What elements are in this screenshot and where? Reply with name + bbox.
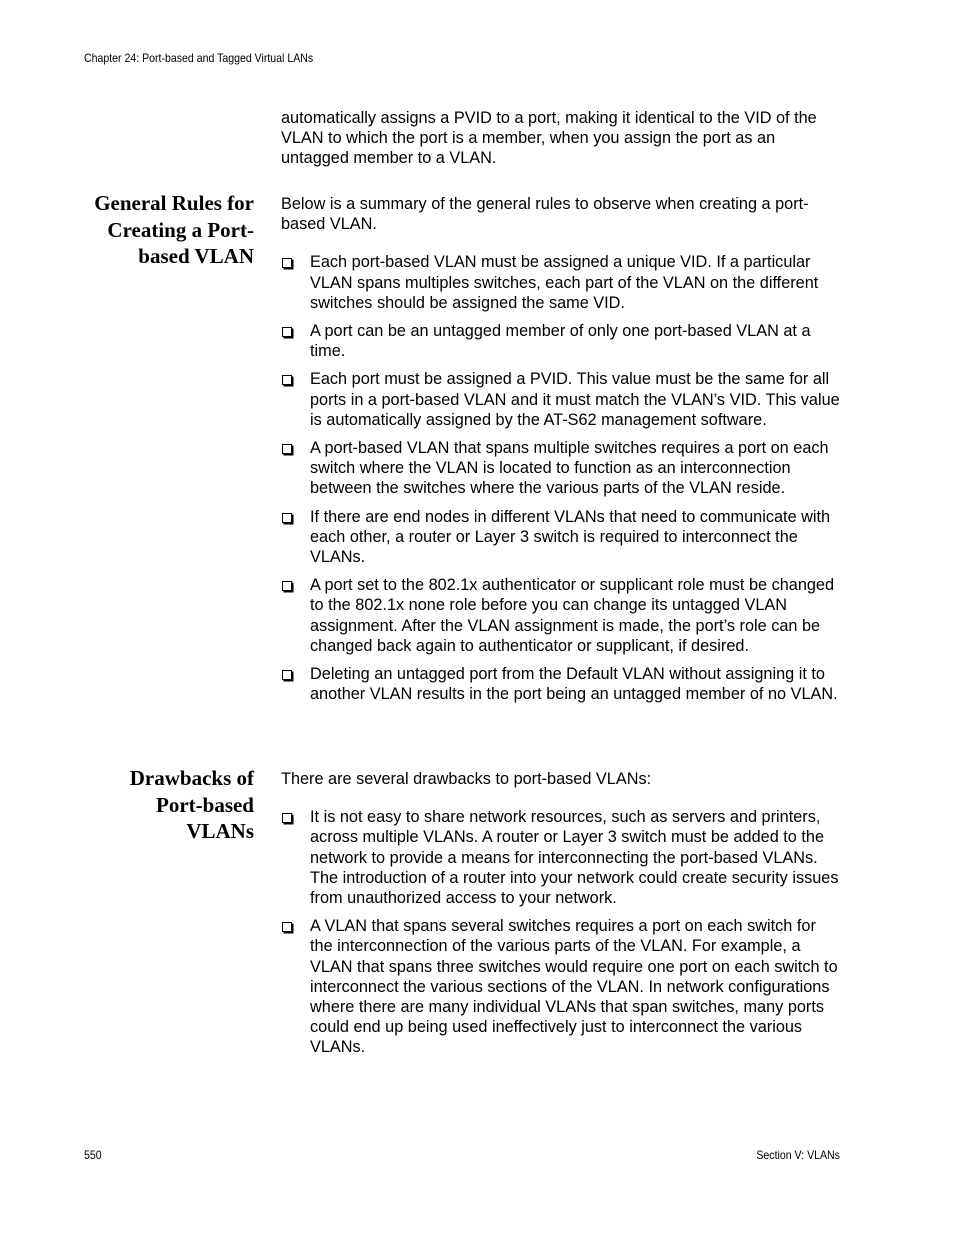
checkbox-bullet-icon: [282, 258, 292, 268]
running-header: Chapter 24: Port-based and Tagged Virtual LANs: [84, 51, 314, 65]
checkbox-bullet-icon: [282, 813, 292, 823]
checkbox-bullet-icon: [282, 581, 292, 591]
heading-line: Creating a Port-: [107, 217, 254, 242]
intro-paragraph: automatically assigns a PVID to a port, making it identical to the VID of the VLAN to which the port is a member, when you assign the port as an untagged member to a VLAN.: [281, 109, 817, 168]
checkbox-bullet-icon: [282, 922, 292, 932]
drawbacks-lead: There are several drawbacks to port-based VLANs:: [281, 770, 652, 788]
list-item: It is not easy to share network resources, such as servers and printers, across multiple VLANs. A router or Layer 3 switch must be added to the network to provide a means for interconnecting the port-based VLANs. The introduction of a router into your network could create security issues from unauthorized access to your network.: [281, 807, 841, 908]
list-item: A port set to the 802.1x authenticator or supplicant role must be changed to the 802.1x none role before you can change its untagged VLAN assignment. After the VLAN assignment is made, the port’s role can be changed back again to authenticator or supplicant, if desired.: [281, 575, 841, 656]
heading-line: General Rules for: [94, 191, 254, 215]
list-item: Each port must be assigned a PVID. This value must be the same for all ports in a port-based VLAN and it must match the VLAN’s VID. This value is automatically assigned by the AT-S62 management software.: [281, 369, 841, 430]
list-item: A port-based VLAN that spans multiple switches requires a port on each switch where the VLAN is located to function as an interconnection between the switches where the various parts of the VLAN reside.: [281, 438, 841, 499]
heading-line: Drawbacks of: [129, 766, 254, 790]
checkbox-bullet-icon: [282, 670, 292, 680]
general-rules-body: [281, 194, 841, 704]
page-number: 550: [84, 1148, 102, 1162]
heading-line: Port-based: [156, 792, 254, 817]
checkbox-bullet-icon: [282, 444, 292, 454]
checkbox-bullet-icon: [282, 513, 292, 523]
section-heading-general-rules: [60, 190, 254, 270]
list-item: A port can be an untagged member of only one port-based VLAN at a time.: [281, 321, 841, 361]
list-item: A VLAN that spans several switches requires a port on each switch for the interconnection of the various parts of the VLAN. For example, a VLAN that spans three switches would require one port on each switch to interconnect the various sections of the VLAN. In network configurations where there are many individual VLANs that span switches, many ports could end up being used ineffectively just to interconnect the various VLANs.: [281, 916, 841, 1057]
general-rules-list: [281, 252, 841, 704]
general-rules-lead: Below is a summary of the general rules to observe when creating a port-based VLAN.: [281, 195, 809, 234]
checkbox-bullet-icon: [282, 327, 292, 337]
section-heading-drawbacks: [60, 765, 254, 845]
list-item: If there are end nodes in different VLANs that need to communicate with each other, a router or Layer 3 switch is required to interconnect the VLANs.: [281, 507, 841, 568]
checkbox-bullet-icon: [282, 375, 292, 385]
drawbacks-body: [281, 769, 841, 1058]
list-item: Deleting an untagged port from the Default VLAN without assigning it to another VLAN results in the port being an untagged member of no VLAN.: [281, 664, 841, 704]
heading-line: VLANs: [186, 819, 254, 843]
list-item: Each port-based VLAN must be assigned a unique VID. If a particular VLAN spans multiples switches, each part of the VLAN on the different switches should be assigned the same VID.: [281, 252, 841, 313]
running-footer-section: Section V: VLANs: [756, 1148, 840, 1162]
drawbacks-list: [281, 807, 841, 1057]
heading-line: based VLAN: [138, 244, 254, 268]
